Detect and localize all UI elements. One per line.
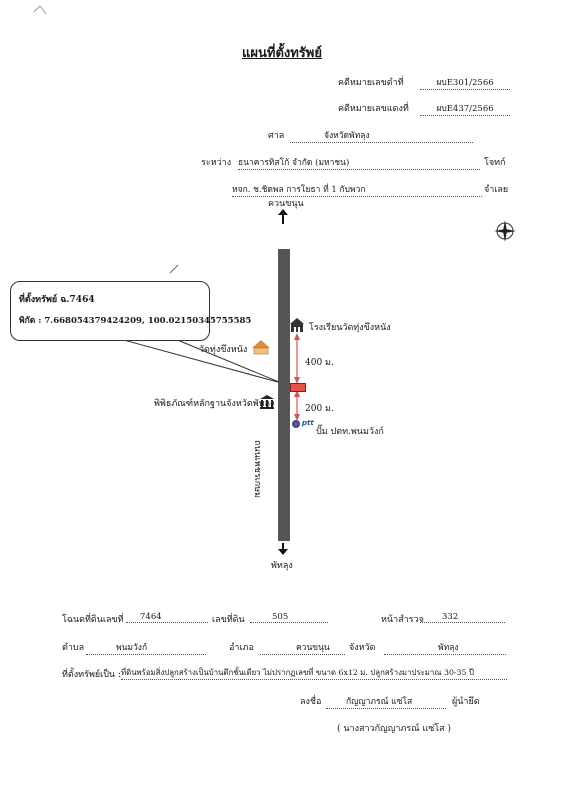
printed-name: ( นางสาวกัญญาภรณ์ แซ่โส ) [337,724,451,734]
gas-station-label: ปั๊ม ปตท.พนมวังก์ [316,427,384,437]
temple-label: วัดทุ่งขึงหนัง [199,345,248,355]
main-road [278,249,290,541]
ptt-logo-text: ptt [302,419,314,427]
distance-north: 400 ม. [305,358,334,368]
subdistrict-value: พนมวังก์ [86,640,206,655]
page-title: แผนที่ตั้งทรัพย์ [242,46,322,61]
between-label: ระหว่าง [201,158,232,168]
road-name: ถนนเพชรเกษม [252,440,262,499]
museum-label: พิพิธภัณฑ์หลักฐานจังหวัดพัทลุง [154,399,275,409]
scan-mark [170,265,178,273]
court-value: จังหวัดพัทลุง [290,128,473,143]
subdistrict-label: ตำบล [62,643,85,653]
survey-page-value: 332 [420,612,505,623]
black-case-value: ผบE301/2566 [420,75,510,90]
land-no-value: 505 [250,612,328,623]
deed-label: โฉนดที่ดินเลขที่ [62,615,124,625]
signature-name: กัญญาภรณ์ แซ่โส [326,694,446,709]
sign-label: ลงชื่อ [300,697,322,707]
south-arrow-icon [278,543,288,555]
temple-icon [252,340,270,354]
defendant-value: หจก. ช.ชิดพล การโยธา ที่ 1 กับพวก [232,182,482,197]
property-parcel [290,383,306,392]
property-value: ที่ดินพร้อมสิ่งปลูกสร้างเป็นบ้านตึกชั้นเดียว ไม่ปรากฏเลขที่ ขนาด 6x12 ม. ปลูกสร้างมาประมาณ 30-35 ปี [121,667,507,680]
district-label: อำเภอ [229,643,254,653]
ptt-logo-icon [292,420,300,428]
plaintiff-value: ธนาคารทิสโก้ จำกัด (มหาชน) [238,155,480,170]
district-value: ควนขนุน [260,640,345,655]
land-no-label: เลขที่ดิน [212,615,245,625]
province-label: จังหวัด [349,643,376,653]
school-icon [290,318,304,332]
survey-page-label: หน้าสำรวจ [381,615,424,625]
distance-north-arrow [294,333,300,384]
property-callout [10,281,252,341]
school-label: โรงเรียนวัดทุ่งขึงหนัง [309,323,391,333]
compass-icon [494,220,516,242]
distance-south-arrow [294,390,300,421]
south-label: พัทลุง [271,561,293,571]
court-label: ศาล [268,131,285,141]
deed-value: 7464 [126,612,208,623]
red-case-value: ผบE437/2566 [420,101,510,116]
distance-south: 200 ม. [305,404,334,414]
red-case-label: คดีหมายเลขแดงที่ [338,104,409,114]
north-arrow-icon [278,209,288,224]
plaintiff-role: โจทก์ [484,158,506,168]
property-label: ที่ตั้งทรัพย์เป็น : [62,670,121,680]
defendant-role: จำเลย [484,185,509,195]
callout-coords: พิกัด : 7.668054379424209, 100.02150345755585 [19,316,252,326]
black-case-label: คดีหมายเลขดำที่ [338,78,404,88]
province-value: พัทลุง [384,640,506,655]
callout-title: ที่ตั้งทรัพย์ ฉ.7464 [19,295,95,305]
sign-role: ผู้นำยึด [452,697,480,707]
scan-mark [34,6,46,14]
north-label: ควนขนุน [268,199,304,209]
